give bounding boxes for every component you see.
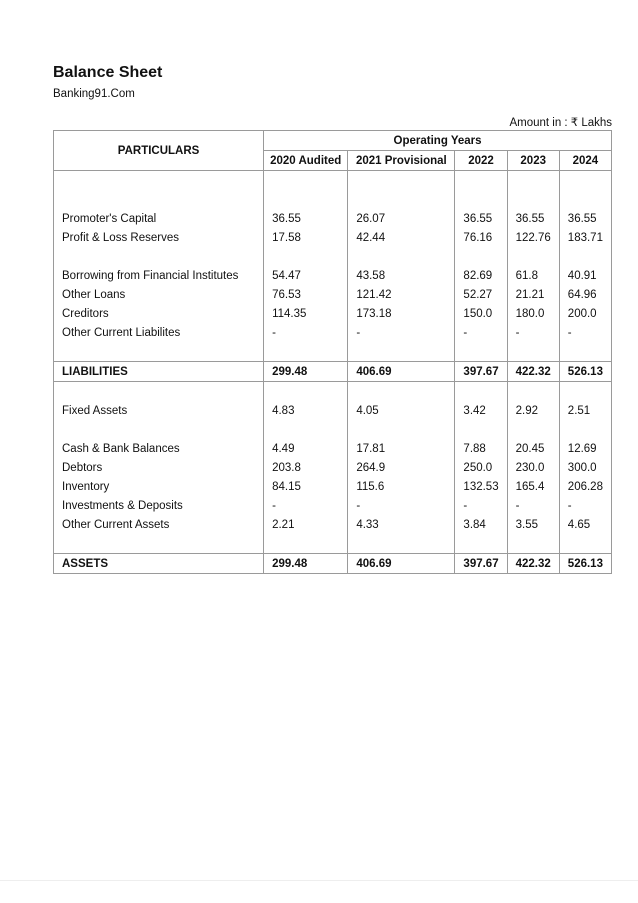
cell-value: 132.53 [455,477,507,496]
cell-value: - [264,323,348,342]
cell-value: 40.91 [559,266,611,285]
source-subtitle: Banking91.Com [53,88,135,100]
cell-value: 206.28 [559,477,611,496]
cell-value: 150.0 [455,304,507,323]
cell-value: 17.81 [348,439,455,458]
table-row [54,458,612,477]
row-label: Borrowing from Financial Institutes [54,266,264,285]
table-row [54,515,612,534]
liabilities-total-row [54,362,612,382]
row-label: Profit & Loss Reserves [54,228,264,247]
cell-value: - [455,496,507,515]
cell-value: 2.92 [507,401,559,420]
page-footer-divider [0,880,638,881]
table-row [54,304,612,323]
cell-value: 299.48 [264,554,348,574]
cell-value: 7.88 [455,439,507,458]
cell-value: 173.18 [348,304,455,323]
cell-value: 43.58 [348,266,455,285]
row-label: LIABILITIES [54,362,264,382]
cell-value: 76.53 [264,285,348,304]
cell-value: 180.0 [507,304,559,323]
table-row [54,401,612,420]
row-label: Other Current Assets [54,515,264,534]
cell-value: 36.55 [507,209,559,228]
cell-value: 36.55 [455,209,507,228]
page-title: Balance Sheet [53,64,163,81]
cell-value: 36.55 [559,209,611,228]
cell-value: 122.76 [507,228,559,247]
cell-value: 20.45 [507,439,559,458]
cell-value: 4.33 [348,515,455,534]
cell-value: - [559,496,611,515]
cell-value: 406.69 [348,554,455,574]
cell-value: - [507,496,559,515]
cell-value: 397.67 [455,554,507,574]
cell-value: 230.0 [507,458,559,477]
cell-value: 4.05 [348,401,455,420]
cell-value: 250.0 [455,458,507,477]
row-label: Creditors [54,304,264,323]
row-label: Other Current Liabilites [54,323,264,342]
cell-value: 183.71 [559,228,611,247]
balance-sheet-table [53,130,612,574]
table-row [54,323,612,342]
cell-value: 3.84 [455,515,507,534]
year-header: 2023 [507,151,559,171]
row-label: Other Loans [54,285,264,304]
row-label: Investments & Deposits [54,496,264,515]
table-row [54,477,612,496]
cell-value: 12.69 [559,439,611,458]
cell-value: 264.9 [348,458,455,477]
row-label: Debtors [54,458,264,477]
cell-value: - [348,323,455,342]
cell-value: 3.42 [455,401,507,420]
cell-value: 54.47 [264,266,348,285]
cell-value: 61.8 [507,266,559,285]
assets-total-row [54,554,612,574]
table-row [54,209,612,228]
cell-value: 36.55 [264,209,348,228]
year-header: 2024 [559,151,611,171]
row-label: Fixed Assets [54,401,264,420]
cell-value: 299.48 [264,362,348,382]
cell-value: 76.16 [455,228,507,247]
cell-value: 52.27 [455,285,507,304]
cell-value: 115.6 [348,477,455,496]
cell-value: 84.15 [264,477,348,496]
table-row [54,266,612,285]
table-row [54,228,612,247]
cell-value: 114.35 [264,304,348,323]
table-row [54,496,612,515]
cell-value: 121.42 [348,285,455,304]
cell-value: 3.55 [507,515,559,534]
cell-value: 526.13 [559,554,611,574]
cell-value: 42.44 [348,228,455,247]
cell-value: - [348,496,455,515]
cell-value: - [264,496,348,515]
cell-value: 21.21 [507,285,559,304]
amount-unit-note: Amount in : ₹ Lakhs [509,117,612,129]
cell-value: 200.0 [559,304,611,323]
cell-value: - [507,323,559,342]
cell-value: 82.69 [455,266,507,285]
cell-value: 165.4 [507,477,559,496]
cell-value: 4.83 [264,401,348,420]
cell-value: 422.32 [507,554,559,574]
cell-value: 526.13 [559,362,611,382]
year-header: 2022 [455,151,507,171]
particulars-header: PARTICULARS [54,131,264,171]
row-label: Cash & Bank Balances [54,439,264,458]
operating-years-header: Operating Years [264,131,612,151]
cell-value: 422.32 [507,362,559,382]
cell-value: 4.65 [559,515,611,534]
cell-value: 300.0 [559,458,611,477]
row-label: Inventory [54,477,264,496]
cell-value: 64.96 [559,285,611,304]
cell-value: 17.58 [264,228,348,247]
table-row [54,285,612,304]
year-header: 2021 Provisional [348,151,455,171]
table-row [54,439,612,458]
cell-value: - [559,323,611,342]
cell-value: - [455,323,507,342]
cell-value: 4.49 [264,439,348,458]
cell-value: 2.51 [559,401,611,420]
row-label: Promoter's Capital [54,209,264,228]
cell-value: 406.69 [348,362,455,382]
cell-value: 397.67 [455,362,507,382]
cell-value: 26.07 [348,209,455,228]
row-label: ASSETS [54,554,264,574]
cell-value: 203.8 [264,458,348,477]
year-header: 2020 Audited [264,151,348,171]
cell-value: 2.21 [264,515,348,534]
